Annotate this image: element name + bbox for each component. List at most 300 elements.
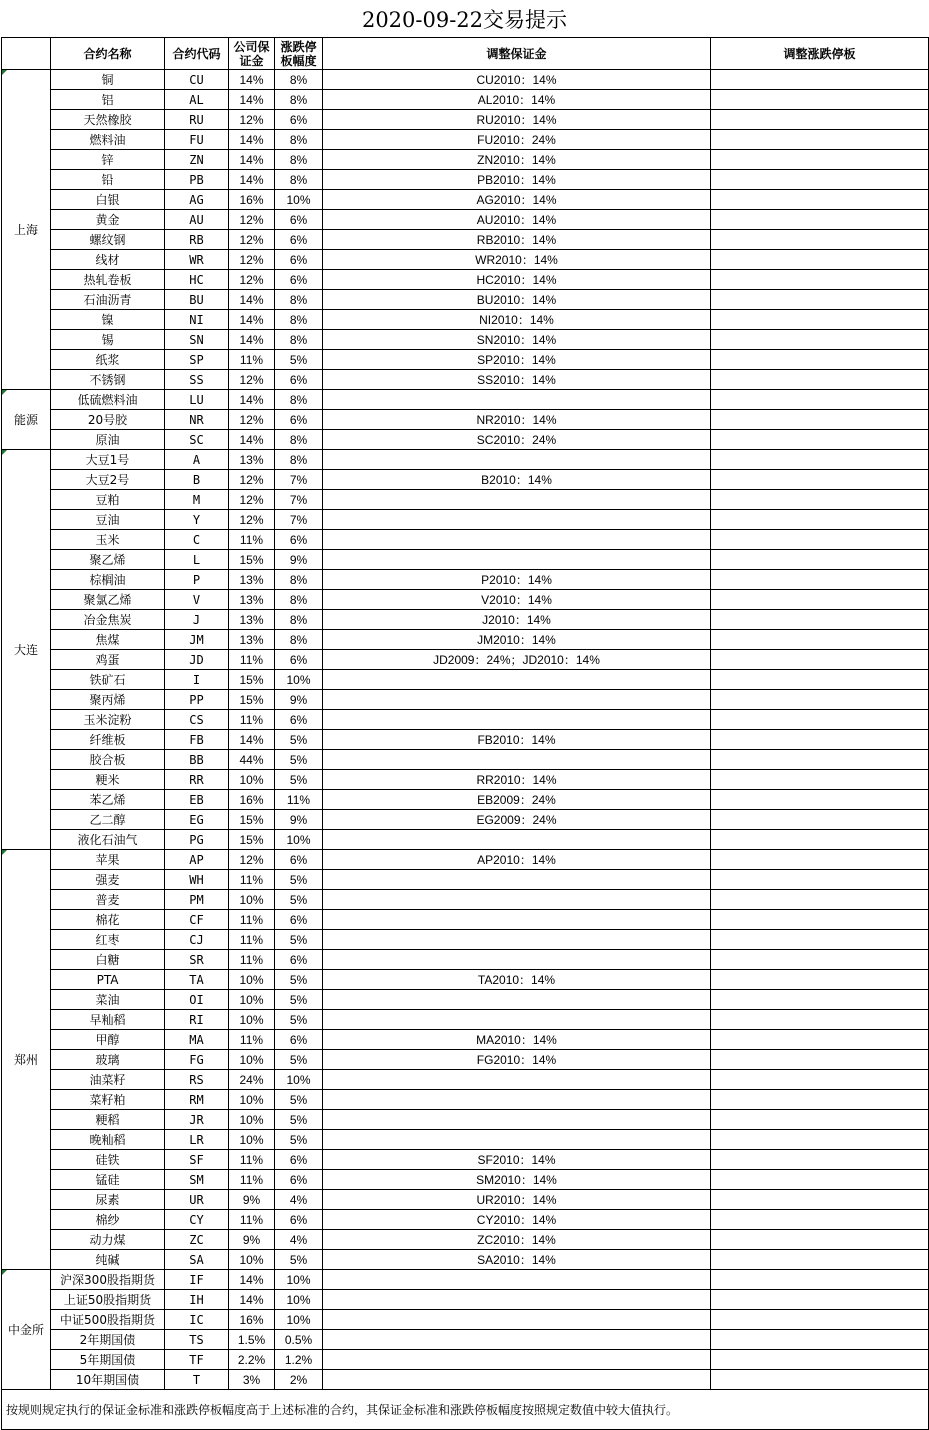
contract-code-cell: B	[165, 470, 229, 490]
adjusted-margin-cell: AL2010：14%	[323, 90, 711, 110]
adjusted-margin-cell: P2010：14%	[323, 570, 711, 590]
company-margin-cell: 16%	[229, 1310, 275, 1330]
table-row	[2, 790, 929, 810]
adjusted-margin-cell: BU2010：14%	[323, 290, 711, 310]
adjusted-margin-cell: PB2010：14%	[323, 170, 711, 190]
adjusted-limit-cell	[711, 950, 929, 970]
company-margin-cell: 16%	[229, 790, 275, 810]
company-margin-cell: 10%	[229, 1130, 275, 1150]
region-label	[2, 70, 51, 390]
adjusted-margin-cell: JM2010：14%	[323, 630, 711, 650]
limit-range-cell: 5%	[275, 930, 323, 950]
company-margin-cell: 15%	[229, 550, 275, 570]
adjusted-margin-cell: V2010：14%	[323, 590, 711, 610]
company-margin-cell: 2.2%	[229, 1350, 275, 1370]
limit-range-cell: 6%	[275, 1030, 323, 1050]
adjusted-margin-cell	[323, 450, 711, 470]
adjusted-limit-cell	[711, 650, 929, 670]
adjusted-limit-cell	[711, 1230, 929, 1250]
adjusted-limit-cell	[711, 1330, 929, 1350]
company-margin-cell: 12%	[229, 490, 275, 510]
table-row	[2, 730, 929, 750]
limit-range-cell: 9%	[275, 550, 323, 570]
adjusted-limit-cell	[711, 570, 929, 590]
header-row	[2, 38, 929, 70]
company-margin-cell: 10%	[229, 1010, 275, 1030]
adjusted-limit-cell	[711, 130, 929, 150]
table-row	[2, 1110, 929, 1130]
table-row	[2, 570, 929, 590]
adjusted-limit-cell	[711, 1270, 929, 1290]
adjusted-margin-cell: UR2010：14%	[323, 1190, 711, 1210]
table-row	[2, 350, 929, 370]
adjusted-limit-cell	[711, 770, 929, 790]
company-margin-cell: 14%	[229, 1290, 275, 1310]
adjusted-margin-cell: RB2010：14%	[323, 230, 711, 250]
limit-range-cell: 5%	[275, 970, 323, 990]
company-margin-cell: 12%	[229, 470, 275, 490]
cell-corner-mark	[2, 390, 7, 395]
company-margin-cell: 11%	[229, 930, 275, 950]
table-row	[2, 750, 929, 770]
contract-name-cell: PTA	[51, 970, 165, 990]
adjusted-limit-cell	[711, 890, 929, 910]
contract-code-cell: HC	[165, 270, 229, 290]
contract-code-cell: CY	[165, 1210, 229, 1230]
contract-name-cell: 苹果	[51, 850, 165, 870]
contract-name-cell: 大豆2号	[51, 470, 165, 490]
adjusted-limit-cell	[711, 1210, 929, 1230]
adjusted-limit-cell	[711, 330, 929, 350]
table-row	[2, 250, 929, 270]
company-margin-cell: 10%	[229, 970, 275, 990]
adjusted-limit-cell	[711, 1070, 929, 1090]
table-row	[2, 330, 929, 350]
table-row	[2, 1170, 929, 1190]
adjusted-limit-cell	[711, 1190, 929, 1210]
contract-name-cell: 胶合板	[51, 750, 165, 770]
company-margin-cell: 14%	[229, 70, 275, 90]
contract-name-cell: 沪深300股指期货	[51, 1270, 165, 1290]
region-text: 中金所	[7, 1322, 44, 1337]
adjusted-limit-cell	[711, 690, 929, 710]
adjusted-margin-cell: FU2010：24%	[323, 130, 711, 150]
adjusted-margin-cell: NR2010：14%	[323, 410, 711, 430]
company-margin-cell: 10%	[229, 990, 275, 1010]
table-row	[2, 1290, 929, 1310]
limit-range-cell: 6%	[275, 650, 323, 670]
contract-name-cell: 白银	[51, 190, 165, 210]
contract-code-cell: BB	[165, 750, 229, 770]
company-margin-cell: 1.5%	[229, 1330, 275, 1350]
limit-range-cell: 10%	[275, 670, 323, 690]
adjusted-limit-cell	[711, 630, 929, 650]
limit-range-cell: 8%	[275, 130, 323, 150]
company-margin-cell: 11%	[229, 950, 275, 970]
limit-range-cell: 10%	[275, 1270, 323, 1290]
adjusted-limit-cell	[711, 730, 929, 750]
limit-range-cell: 6%	[275, 530, 323, 550]
header-company-margin: 公司保证金	[229, 38, 275, 70]
company-margin-cell: 14%	[229, 150, 275, 170]
contract-name-cell: 粳稻	[51, 1110, 165, 1130]
table-row	[2, 190, 929, 210]
company-margin-cell: 14%	[229, 430, 275, 450]
table-row	[2, 90, 929, 110]
table-row	[2, 150, 929, 170]
contract-code-cell: IF	[165, 1270, 229, 1290]
company-margin-cell: 11%	[229, 350, 275, 370]
adjusted-limit-cell	[711, 70, 929, 90]
contract-name-cell: 中证500股指期货	[51, 1310, 165, 1330]
table-row	[2, 910, 929, 930]
table-row	[2, 490, 929, 510]
contract-code-cell: PG	[165, 830, 229, 850]
adjusted-margin-cell: SF2010：14%	[323, 1150, 711, 1170]
contract-code-cell: CF	[165, 910, 229, 930]
adjusted-limit-cell	[711, 490, 929, 510]
table-row	[2, 1330, 929, 1350]
contract-code-cell: CJ	[165, 930, 229, 950]
table-row	[2, 1310, 929, 1330]
company-margin-cell: 14%	[229, 390, 275, 410]
contract-code-cell: RB	[165, 230, 229, 250]
table-row	[2, 470, 929, 490]
adjusted-limit-cell	[711, 750, 929, 770]
table-row	[2, 1070, 929, 1090]
company-margin-cell: 12%	[229, 850, 275, 870]
table-row	[2, 1230, 929, 1250]
contract-name-cell: 焦煤	[51, 630, 165, 650]
table-row	[2, 390, 929, 410]
contract-name-cell: 冶金焦炭	[51, 610, 165, 630]
limit-range-cell: 6%	[275, 410, 323, 430]
company-margin-cell: 15%	[229, 830, 275, 850]
contract-name-cell: 5年期国债	[51, 1350, 165, 1370]
contract-code-cell: J	[165, 610, 229, 630]
adjusted-limit-cell	[711, 1290, 929, 1310]
contract-name-cell: 聚乙烯	[51, 550, 165, 570]
adjusted-limit-cell	[711, 1250, 929, 1270]
table-row	[2, 1050, 929, 1070]
region-label	[2, 850, 51, 1270]
adjusted-limit-cell	[711, 910, 929, 930]
contract-name-cell: 棉纱	[51, 1210, 165, 1230]
limit-range-cell: 5%	[275, 730, 323, 750]
adjusted-limit-cell	[711, 790, 929, 810]
contract-code-cell: EB	[165, 790, 229, 810]
adjusted-limit-cell	[711, 990, 929, 1010]
company-margin-cell: 13%	[229, 450, 275, 470]
company-margin-cell: 10%	[229, 1050, 275, 1070]
table-row	[2, 270, 929, 290]
contract-code-cell: FU	[165, 130, 229, 150]
company-margin-cell: 14%	[229, 170, 275, 190]
contract-name-cell: 不锈钢	[51, 370, 165, 390]
adjusted-limit-cell	[711, 170, 929, 190]
limit-range-cell: 6%	[275, 710, 323, 730]
table-row	[2, 530, 929, 550]
table-row	[2, 310, 929, 330]
contract-name-cell: 强麦	[51, 870, 165, 890]
table-row	[2, 970, 929, 990]
adjusted-limit-cell	[711, 1350, 929, 1370]
adjusted-margin-cell	[323, 870, 711, 890]
company-margin-cell: 13%	[229, 630, 275, 650]
adjusted-margin-cell	[323, 490, 711, 510]
adjusted-margin-cell	[323, 550, 711, 570]
adjusted-margin-cell	[323, 1310, 711, 1330]
adjusted-margin-cell	[323, 1290, 711, 1310]
contract-code-cell: NI	[165, 310, 229, 330]
contract-name-cell: 普麦	[51, 890, 165, 910]
table-row	[2, 810, 929, 830]
contract-code-cell: M	[165, 490, 229, 510]
header-adjusted-margin: 调整保证金	[323, 38, 711, 70]
company-margin-cell: 11%	[229, 1030, 275, 1050]
table-row	[2, 130, 929, 150]
contract-code-cell: V	[165, 590, 229, 610]
company-margin-cell: 13%	[229, 590, 275, 610]
adjusted-limit-cell	[711, 1170, 929, 1190]
cell-corner-mark	[2, 450, 7, 455]
company-margin-cell: 10%	[229, 1110, 275, 1130]
table-row	[2, 890, 929, 910]
contract-name-cell: 10年期国债	[51, 1370, 165, 1390]
contract-code-cell: SF	[165, 1150, 229, 1170]
adjusted-margin-cell: ZN2010：14%	[323, 150, 711, 170]
adjusted-limit-cell	[711, 390, 929, 410]
company-margin-cell: 12%	[229, 230, 275, 250]
company-margin-cell: 11%	[229, 1170, 275, 1190]
adjusted-margin-cell	[323, 1070, 711, 1090]
contract-name-cell: 硅铁	[51, 1150, 165, 1170]
adjusted-margin-cell: EG2009：24%	[323, 810, 711, 830]
company-margin-cell: 13%	[229, 610, 275, 630]
table-row	[2, 1350, 929, 1370]
company-margin-cell: 12%	[229, 210, 275, 230]
limit-range-cell: 5%	[275, 1090, 323, 1110]
contract-code-cell: WR	[165, 250, 229, 270]
company-margin-cell: 10%	[229, 1250, 275, 1270]
adjusted-limit-cell	[711, 550, 929, 570]
limit-range-cell: 6%	[275, 370, 323, 390]
page-title: 2020-09-22交易提示	[361, 8, 568, 32]
company-margin-cell: 10%	[229, 890, 275, 910]
contract-name-cell: 玻璃	[51, 1050, 165, 1070]
region-label	[2, 450, 51, 850]
adjusted-margin-cell: TA2010：14%	[323, 970, 711, 990]
adjusted-limit-cell	[711, 410, 929, 430]
contract-code-cell: AP	[165, 850, 229, 870]
region-text: 能源	[13, 412, 38, 427]
company-margin-cell: 14%	[229, 730, 275, 750]
contract-name-cell: 铁矿石	[51, 670, 165, 690]
contract-code-cell: PM	[165, 890, 229, 910]
header-region	[2, 38, 51, 70]
contract-name-cell: 铜	[51, 70, 165, 90]
adjusted-margin-cell	[323, 710, 711, 730]
contract-code-cell: A	[165, 450, 229, 470]
company-margin-cell: 11%	[229, 710, 275, 730]
adjusted-margin-cell: AG2010：14%	[323, 190, 711, 210]
company-margin-cell: 44%	[229, 750, 275, 770]
region-label	[2, 390, 51, 450]
adjusted-limit-cell	[711, 710, 929, 730]
region-text: 郑州	[13, 1052, 38, 1067]
contract-code-cell: AU	[165, 210, 229, 230]
adjusted-limit-cell	[711, 1310, 929, 1330]
contract-name-cell: 上证50股指期货	[51, 1290, 165, 1310]
contract-code-cell: FG	[165, 1050, 229, 1070]
adjusted-limit-cell	[711, 290, 929, 310]
adjusted-margin-cell: MA2010：14%	[323, 1030, 711, 1050]
contract-name-cell: 纯碱	[51, 1250, 165, 1270]
adjusted-margin-cell: CU2010：14%	[323, 70, 711, 90]
adjusted-margin-cell: HC2010：14%	[323, 270, 711, 290]
contract-name-cell: 线材	[51, 250, 165, 270]
limit-range-cell: 2%	[275, 1370, 323, 1390]
contract-code-cell: AL	[165, 90, 229, 110]
limit-range-cell: 10%	[275, 830, 323, 850]
contract-name-cell: 尿素	[51, 1190, 165, 1210]
table-row	[2, 990, 929, 1010]
table-row	[2, 1030, 929, 1050]
adjusted-limit-cell	[711, 110, 929, 130]
contract-name-cell: 晚籼稻	[51, 1130, 165, 1150]
company-margin-cell: 14%	[229, 130, 275, 150]
table-row	[2, 370, 929, 390]
adjusted-limit-cell	[711, 450, 929, 470]
contract-code-cell: JR	[165, 1110, 229, 1130]
table-row	[2, 1270, 929, 1290]
table-row	[2, 1370, 929, 1390]
region-label	[2, 1270, 51, 1390]
company-margin-cell: 9%	[229, 1190, 275, 1210]
contract-code-cell: ZC	[165, 1230, 229, 1250]
contract-name-cell: 黄金	[51, 210, 165, 230]
company-margin-cell: 14%	[229, 290, 275, 310]
contract-name-cell: 乙二醇	[51, 810, 165, 830]
contract-code-cell: IH	[165, 1290, 229, 1310]
limit-range-cell: 5%	[275, 1130, 323, 1150]
limit-range-cell: 5%	[275, 1010, 323, 1030]
table-row	[2, 70, 929, 90]
contract-code-cell: CS	[165, 710, 229, 730]
contract-code-cell: SS	[165, 370, 229, 390]
company-margin-cell: 12%	[229, 250, 275, 270]
adjusted-margin-cell: SS2010：14%	[323, 370, 711, 390]
table-row	[2, 1210, 929, 1230]
company-margin-cell: 11%	[229, 530, 275, 550]
contract-name-cell: 热轧卷板	[51, 270, 165, 290]
adjusted-margin-cell: AP2010：14%	[323, 850, 711, 870]
table-row	[2, 450, 929, 470]
margin-table	[1, 37, 929, 1430]
adjusted-limit-cell	[711, 610, 929, 630]
contract-code-cell: OI	[165, 990, 229, 1010]
adjusted-limit-cell	[711, 830, 929, 850]
limit-range-cell: 8%	[275, 170, 323, 190]
adjusted-margin-cell: FG2010：14%	[323, 1050, 711, 1070]
contract-name-cell: 天然橡胶	[51, 110, 165, 130]
contract-code-cell: RM	[165, 1090, 229, 1110]
header-contract-code: 合约代码	[165, 38, 229, 70]
adjusted-limit-cell	[711, 250, 929, 270]
company-margin-cell: 3%	[229, 1370, 275, 1390]
contract-code-cell: MA	[165, 1030, 229, 1050]
contract-name-cell: 锰硅	[51, 1170, 165, 1190]
company-margin-cell: 9%	[229, 1230, 275, 1250]
limit-range-cell: 6%	[275, 110, 323, 130]
contract-name-cell: 棕榈油	[51, 570, 165, 590]
adjusted-margin-cell: FB2010：14%	[323, 730, 711, 750]
limit-range-cell: 8%	[275, 450, 323, 470]
contract-name-cell: 豆粕	[51, 490, 165, 510]
limit-range-cell: 6%	[275, 1210, 323, 1230]
contract-code-cell: PP	[165, 690, 229, 710]
company-margin-cell: 12%	[229, 510, 275, 530]
contract-code-cell: EG	[165, 810, 229, 830]
contract-name-cell: 20号胶	[51, 410, 165, 430]
contract-name-cell: 白糖	[51, 950, 165, 970]
contract-code-cell: IC	[165, 1310, 229, 1330]
contract-name-cell: 纸浆	[51, 350, 165, 370]
table-row	[2, 710, 929, 730]
limit-range-cell: 5%	[275, 1250, 323, 1270]
limit-range-cell: 6%	[275, 1170, 323, 1190]
contract-code-cell: SC	[165, 430, 229, 450]
contract-code-cell: C	[165, 530, 229, 550]
contract-code-cell: LU	[165, 390, 229, 410]
adjusted-limit-cell	[711, 210, 929, 230]
adjusted-margin-cell	[323, 1350, 711, 1370]
table-row	[2, 1190, 929, 1210]
company-margin-cell: 11%	[229, 1150, 275, 1170]
contract-code-cell: CU	[165, 70, 229, 90]
company-margin-cell: 11%	[229, 910, 275, 930]
adjusted-limit-cell	[711, 370, 929, 390]
limit-range-cell: 6%	[275, 1150, 323, 1170]
company-margin-cell: 14%	[229, 1270, 275, 1290]
company-margin-cell: 12%	[229, 410, 275, 430]
company-margin-cell: 14%	[229, 310, 275, 330]
adjusted-margin-cell: EB2009：24%	[323, 790, 711, 810]
limit-range-cell: 5%	[275, 750, 323, 770]
limit-range-cell: 7%	[275, 470, 323, 490]
limit-range-cell: 1.2%	[275, 1350, 323, 1370]
adjusted-limit-cell	[711, 90, 929, 110]
contract-code-cell: LR	[165, 1130, 229, 1150]
company-margin-cell: 11%	[229, 650, 275, 670]
company-margin-cell: 10%	[229, 1090, 275, 1110]
adjusted-margin-cell: ZC2010：14%	[323, 1230, 711, 1250]
contract-name-cell: 螺纹钢	[51, 230, 165, 250]
contract-code-cell: RI	[165, 1010, 229, 1030]
contract-name-cell: 甲醇	[51, 1030, 165, 1050]
table-row	[2, 1150, 929, 1170]
limit-range-cell: 7%	[275, 490, 323, 510]
contract-code-cell: TA	[165, 970, 229, 990]
adjusted-limit-cell	[711, 310, 929, 330]
adjusted-margin-cell	[323, 950, 711, 970]
contract-name-cell: 菜油	[51, 990, 165, 1010]
header-limit-range: 涨跌停板幅度	[275, 38, 323, 70]
limit-range-cell: 10%	[275, 1070, 323, 1090]
adjusted-limit-cell	[711, 230, 929, 250]
contract-code-cell: RU	[165, 110, 229, 130]
table-row	[2, 210, 929, 230]
